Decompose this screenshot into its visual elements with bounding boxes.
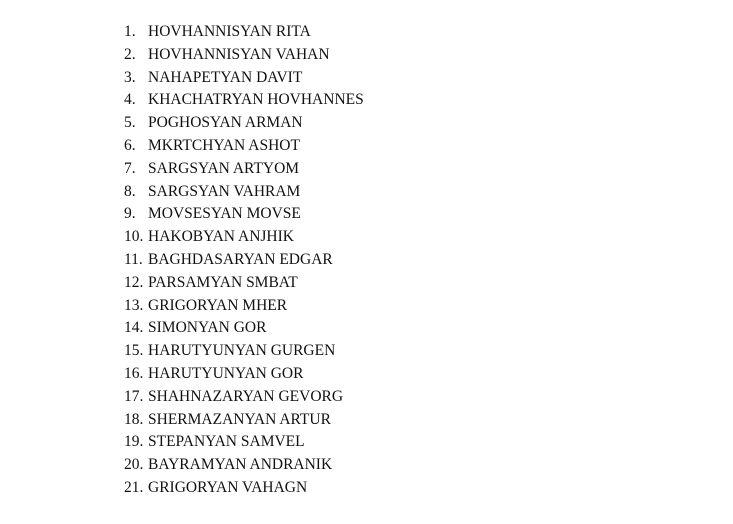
item-number: 18. <box>124 410 144 428</box>
item-name: SARGSYAN VAHRAM <box>148 182 301 200</box>
item-number: 3. <box>124 68 136 86</box>
item-name: SHERMAZANYAN ARTUR <box>148 410 331 428</box>
item-name: SARGSYAN ARTYOM <box>148 159 300 177</box>
item-number: 21. <box>124 478 144 496</box>
list-item <box>124 454 364 477</box>
list-item <box>124 477 364 500</box>
item-number: 20. <box>124 456 144 474</box>
item-number: 13. <box>124 296 144 314</box>
item-number: 6. <box>124 136 136 154</box>
item-name: STEPANYAN SAMVEL <box>148 433 305 451</box>
item-number: 11. <box>124 250 143 268</box>
item-number: 14. <box>124 319 144 337</box>
item-name: POGHOSYAN ARMAN <box>148 114 303 132</box>
list-item <box>124 226 364 249</box>
item-name: NAHAPETYAN DAVIT <box>148 68 303 86</box>
item-number: 4. <box>124 91 136 109</box>
item-number: 5. <box>124 114 136 132</box>
list-item <box>124 295 364 318</box>
numbered-name-list <box>124 21 364 500</box>
list-item <box>124 431 364 454</box>
item-number: 9. <box>124 205 136 223</box>
list-item <box>124 317 364 340</box>
item-name: BAYRAMYAN ANDRANIK <box>148 456 333 474</box>
list-item <box>124 112 364 135</box>
item-name: SHAHNAZARYAN GEVORG <box>148 387 344 405</box>
list-item <box>124 340 364 363</box>
item-name: HOVHANNISYAN VAHAN <box>148 45 330 63</box>
item-name: HARUTYUNYAN GOR <box>148 364 304 382</box>
item-number: 8. <box>124 182 136 200</box>
item-number: 2. <box>124 45 136 63</box>
list-item <box>124 249 364 272</box>
item-number: 12. <box>124 273 144 291</box>
item-name: HARUTYUNYAN GURGEN <box>148 342 336 360</box>
item-name: MOVSESYAN MOVSE <box>148 205 301 223</box>
item-number: 16. <box>124 364 144 382</box>
item-number: 15. <box>124 342 144 360</box>
item-name: MKRTCHYAN ASHOT <box>148 136 300 154</box>
list-item <box>124 67 364 90</box>
list-item <box>124 409 364 432</box>
list-item <box>124 135 364 158</box>
item-number: 19. <box>124 433 144 451</box>
list-item <box>124 44 364 67</box>
list-item <box>124 89 364 112</box>
item-name: SIMONYAN GOR <box>148 319 267 337</box>
item-number: 10. <box>124 228 144 246</box>
item-number: 1. <box>124 23 136 40</box>
list-item <box>124 158 364 181</box>
item-name: HOVHANNISYAN RITA <box>148 23 311 40</box>
item-number: 7. <box>124 159 136 177</box>
list-item <box>124 272 364 295</box>
list-item <box>124 21 364 44</box>
item-name: GRIGORYAN MHER <box>148 296 288 314</box>
document-page <box>124 21 364 500</box>
item-name: GRIGORYAN VAHAGN <box>148 478 308 496</box>
list-item <box>124 386 364 409</box>
list-item <box>124 203 364 226</box>
item-name: BAGHDASARYAN EDGAR <box>148 250 333 268</box>
item-name: PARSAMYAN SMBAT <box>148 273 298 291</box>
item-number: 17. <box>124 387 144 405</box>
item-name: HAKOBYAN ANJHIK <box>148 228 294 246</box>
list-item <box>124 181 364 204</box>
item-name: KHACHATRYAN HOVHANNES <box>148 91 364 109</box>
list-item <box>124 363 364 386</box>
